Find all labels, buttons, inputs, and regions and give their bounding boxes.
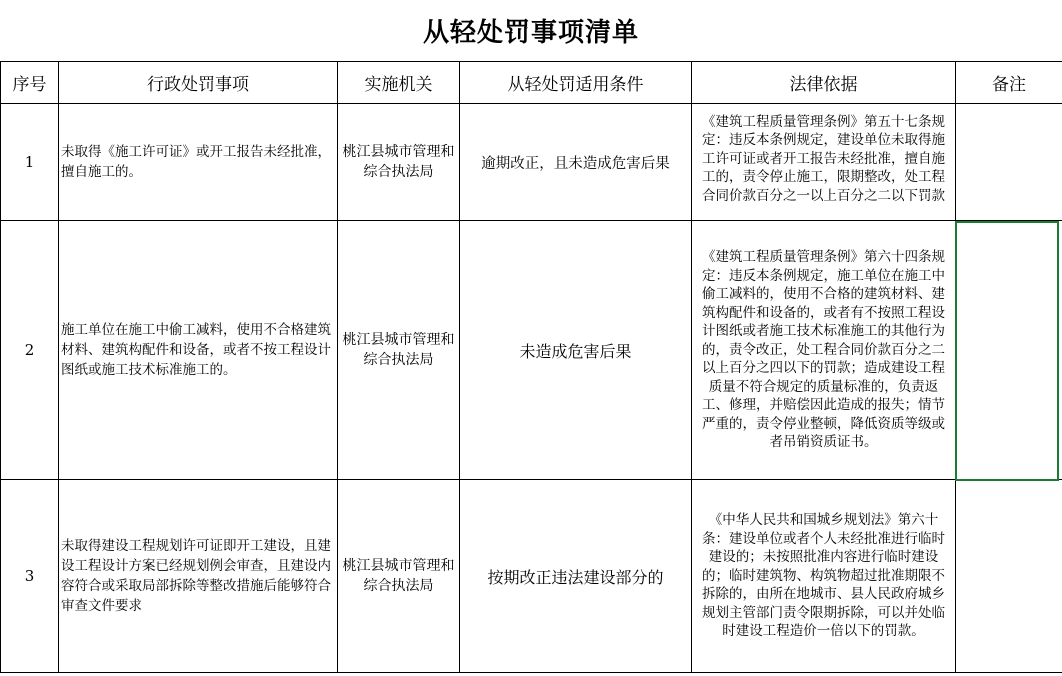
cell-law[interactable] bbox=[692, 104, 956, 221]
cell-num[interactable]: 1 bbox=[1, 104, 59, 221]
table-row bbox=[1, 221, 1062, 480]
penalty-table bbox=[0, 61, 1062, 673]
sheet-title[interactable]: 从轻处罚事项清单 bbox=[422, 18, 639, 48]
cell-agency[interactable]: 桃江县城市管理和综合执法局 bbox=[338, 221, 460, 480]
cell-item[interactable]: 未取得《施工许可证》或开工报告未经批准，擅自施工的。 bbox=[59, 104, 338, 221]
cell-note[interactable] bbox=[956, 480, 1062, 673]
header-condition[interactable]: 从轻处罚适用条件 bbox=[460, 62, 692, 104]
header-row bbox=[1, 62, 1062, 104]
header-note[interactable]: 备注 bbox=[956, 62, 1062, 104]
cell-condition[interactable]: 逾期改正，且未造成危害后果 bbox=[460, 104, 692, 221]
cell-law[interactable] bbox=[692, 480, 956, 673]
table-row bbox=[1, 104, 1062, 221]
cell-item[interactable]: 未取得建设工程规划许可证即开工建设，且建设工程设计方案已经规划例会审查，且建设内容符合或采取局部拆除等整改措施后能够符合审查文件要求 bbox=[59, 480, 338, 673]
cell-law-text: 《建筑工程质量管理条例》第五十七条规定：违反本条例规定，建设单位未取得施工许可证或者开工报告未经批准，擅自施工的，责令停止施工，限期整改，处工程合同价款百分之一以上百分之二以下罚款 bbox=[702, 113, 945, 204]
cell-note[interactable] bbox=[956, 221, 1062, 480]
cell-item[interactable]: 施工单位在施工中偷工减料，使用不合格建筑材料、建筑构配件和设备，或者不按工程设计图纸或施工技术标准施工的。 bbox=[59, 221, 338, 480]
header-num[interactable]: 序号 bbox=[1, 62, 59, 104]
header-item[interactable]: 行政处罚事项 bbox=[59, 62, 338, 104]
cell-law-text: 《建筑工程质量管理条例》第六十四条规定：违反本条例规定，施工单位在施工中偷工减料的，使用不合格的建筑材料、建筑构配件和设备的，或者有不按照工程设计图纸或者施工技术标准施工的其他行为的，责令改正，处工程合同价款百分之二以上百分之四以下的罚款；造成建设工程质量不符合规定的质量标准的，负责返工、修理，并赔偿因此造成的报失；情节严重的，责令停业整顿，降低资质等级或者吊销资质证书。 bbox=[702, 249, 945, 451]
header-law[interactable]: 法律依据 bbox=[692, 62, 956, 104]
cell-note[interactable] bbox=[956, 104, 1062, 221]
cell-num[interactable]: 3 bbox=[1, 480, 59, 673]
header-agency[interactable]: 实施机关 bbox=[338, 62, 460, 104]
cell-law-text: 《中华人民共和国城乡规划法》第六十条：建设单位或者个人未经批准进行临时建设的；未按照批准内容进行临时建设的；临时建筑物、构筑物超过批准期限不拆除的，由所在地城市、县人民政府城乡规划主管部门责令限期拆除，可以并处临时建设工程造价一倍以下的罚款。 bbox=[702, 512, 945, 640]
cell-condition[interactable]: 按期改正违法建设部分的 bbox=[460, 480, 692, 673]
table-row bbox=[1, 480, 1062, 673]
cell-condition[interactable]: 未造成危害后果 bbox=[460, 221, 692, 480]
cell-law[interactable] bbox=[692, 221, 956, 480]
cell-agency[interactable]: 桃江县城市管理和综合执法局 bbox=[338, 104, 460, 221]
cell-num[interactable]: 2 bbox=[1, 221, 59, 480]
cell-agency[interactable]: 桃江县城市管理和综合执法局 bbox=[338, 480, 460, 673]
